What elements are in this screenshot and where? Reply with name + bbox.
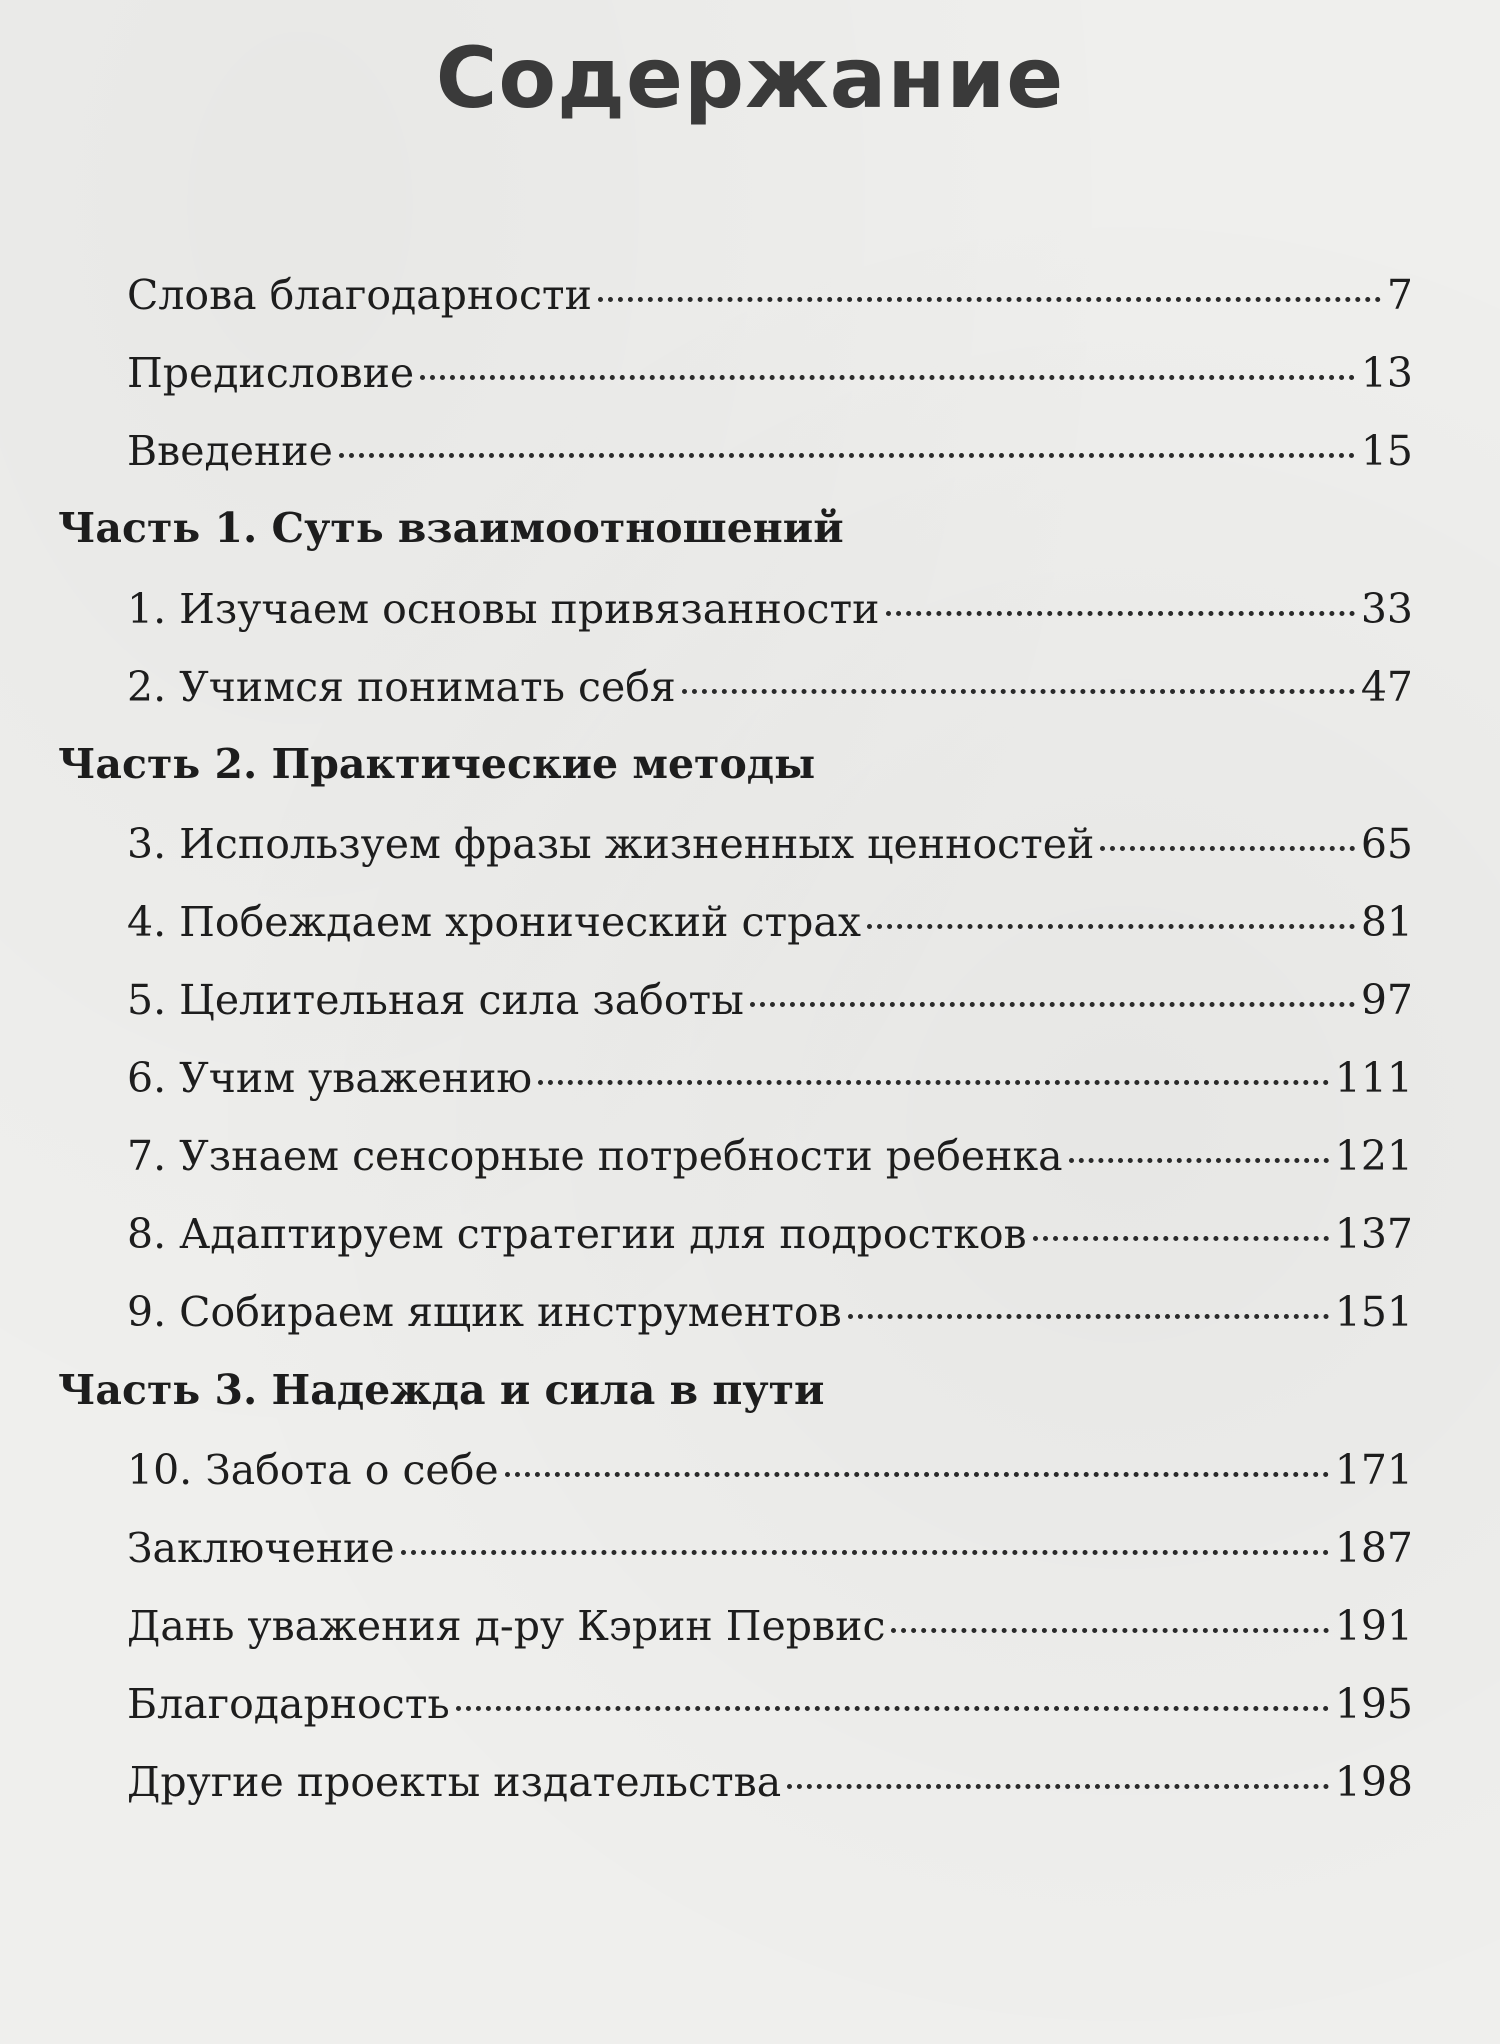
dot-leader [1033,1236,1329,1241]
toc-entry-page: 195 [1334,1680,1413,1728]
toc-entry-label: Благодарность [127,1680,450,1728]
dot-leader [598,297,1381,302]
toc-entry [127,1209,1413,1259]
toc-entry [127,584,1413,634]
page-title: Содержание [435,29,1065,127]
toc-entry [127,662,1413,712]
toc-entry-page: 171 [1334,1446,1413,1494]
toc-entry-label: Введение [127,427,333,475]
toc-part-heading [58,503,1408,553]
toc-entry-page: 198 [1334,1758,1413,1806]
toc-entry-label: Слова благодарности [127,271,592,319]
toc-entry-page: 191 [1334,1602,1413,1650]
toc-entry-label: 3. Используем фразы жизненных ценностей [127,820,1095,868]
dot-leader [750,1002,1355,1007]
toc-entry [127,348,1413,398]
toc-entry-page: 7 [1386,271,1413,319]
toc-entry-page: 187 [1334,1524,1413,1572]
dot-leader [538,1080,1329,1085]
toc-entry-label: Предисловие [127,349,415,397]
dot-leader [505,1472,1329,1477]
dot-leader [891,1628,1328,1633]
toc-part-heading [58,739,1408,789]
toc-entry [127,426,1413,476]
toc-part-label: Часть 1. Суть взаимоотношений [58,504,844,552]
dot-leader [867,924,1355,929]
toc-part-label: Часть 3. Надежда и сила в пути [58,1366,825,1414]
toc-entry-label: 5. Целительная сила заботы [127,976,744,1024]
toc-entry [127,1757,1413,1807]
toc-entry-label: 6. Учим уважению [127,1054,533,1102]
dot-leader [420,375,1355,380]
toc-entry-label: 4. Побеждаем хронический страх [127,898,861,946]
toc-entry [127,1601,1413,1651]
toc-entry-label: Другие проекты издательства [127,1758,782,1806]
toc-entry-page: 97 [1360,976,1413,1024]
toc-entry [127,270,1413,320]
dot-leader [456,1706,1329,1711]
toc-entry [127,1053,1413,1103]
dot-leader [401,1550,1329,1555]
dot-leader [1100,846,1354,851]
toc-entry-page: 121 [1334,1132,1413,1180]
toc-entry [127,819,1413,869]
toc-entry [127,897,1413,947]
toc-entry-page: 65 [1360,820,1413,868]
toc-entry-page: 151 [1334,1288,1413,1336]
toc-entry-label: 10. Забота о себе [127,1446,499,1494]
toc-entry-label: Дань уважения д-ру Кэрин Первис [127,1602,886,1650]
dot-leader [886,611,1355,616]
toc-entry [127,1679,1413,1729]
toc-entry-page: 15 [1360,427,1413,475]
dot-leader [787,1784,1329,1789]
dot-leader [339,453,1355,458]
toc-entry [127,1131,1413,1181]
toc-entry-page: 81 [1360,898,1413,946]
toc-entry-label: Заключение [127,1524,395,1572]
toc-entry-page: 13 [1360,349,1413,397]
dot-leader [1069,1158,1329,1163]
toc-entry-page: 47 [1360,663,1413,711]
toc-entry-label: 2. Учимся понимать себя [127,663,676,711]
toc-entry-label: 8. Адаптируем стратегии для подростков [127,1210,1027,1258]
dot-leader [682,689,1355,694]
toc-part-heading [58,1365,1408,1415]
toc-entry-label: 1. Изучаем основы привязанности [127,585,880,633]
dot-leader [848,1314,1329,1319]
toc-entry [127,1445,1413,1495]
toc-entry-label: 9. Собираем ящик инструментов [127,1288,842,1336]
toc-entry [127,1523,1413,1573]
toc-entry-page: 137 [1334,1210,1413,1258]
toc-part-label: Часть 2. Практические методы [58,740,816,788]
toc-entry-page: 33 [1360,585,1413,633]
toc-entry [127,1287,1413,1337]
toc-entry-page: 111 [1334,1054,1413,1102]
toc-entry-label: 7. Узнаем сенсорные потребности ребенка [127,1132,1063,1180]
toc-entry [127,975,1413,1025]
